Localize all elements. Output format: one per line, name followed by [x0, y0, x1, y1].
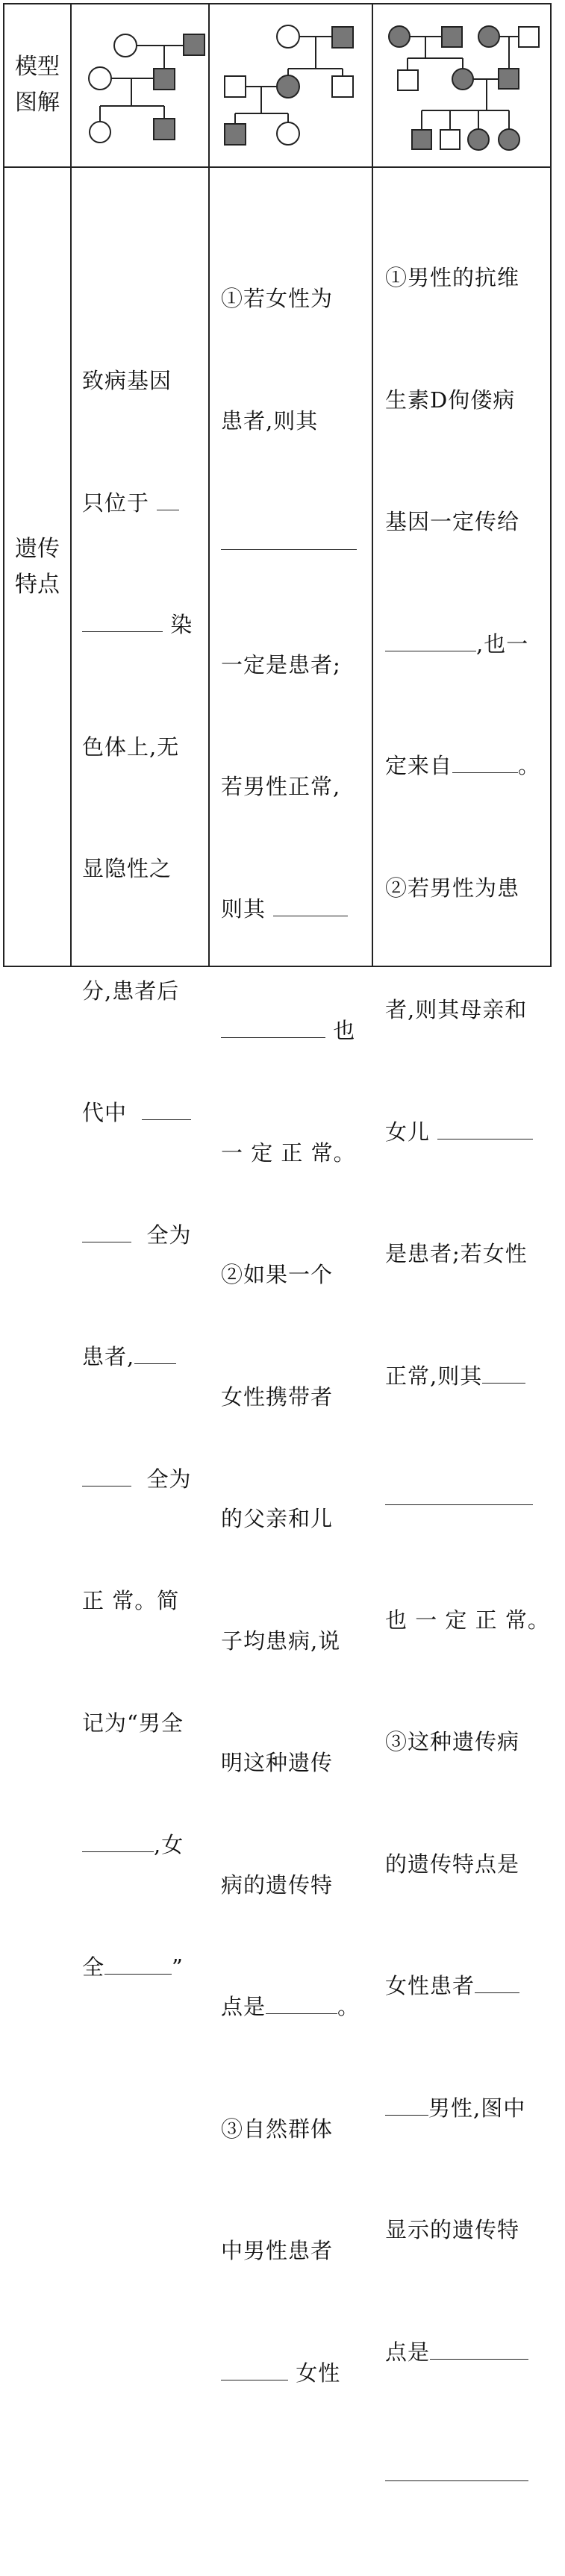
fill-in-blank[interactable]: [142, 1097, 191, 1120]
text-line: [221, 889, 367, 930]
table-border-left: [3, 3, 4, 967]
col3-trait-text: [385, 176, 548, 2576]
text-segment: 全: [82, 1954, 105, 1980]
fill-in-blank[interactable]: [82, 1829, 154, 1852]
female-affected-symbol: [389, 26, 410, 47]
text-line: [385, 1478, 548, 1519]
text-line: 显隐性之: [82, 856, 172, 881]
male-unaffected-symbol: [398, 70, 418, 90]
text-line: [82, 1337, 205, 1378]
fill-in-blank[interactable]: [452, 750, 518, 773]
col1-trait-text: [82, 279, 205, 2069]
male-unaffected-symbol: [519, 27, 539, 47]
fill-in-blank[interactable]: [82, 1463, 131, 1486]
text-line: 一定是患者;: [221, 651, 341, 678]
fill-in-blank[interactable]: [82, 1219, 131, 1242]
text-segment: 全为: [146, 1466, 192, 1492]
text-line: [385, 745, 548, 787]
text-line: 基因一定传给: [385, 509, 520, 534]
text-line: [221, 2353, 367, 2394]
text-line: 记为“男全: [82, 1710, 184, 1736]
row-label-model-line1: 模型: [15, 54, 60, 80]
row-label-model-line2: 图解: [15, 90, 60, 116]
text-line: [385, 2332, 548, 2373]
text-line: [82, 1459, 205, 1500]
fill-in-blank[interactable]: [221, 527, 357, 550]
male-affected-symbol: [332, 27, 353, 48]
text-line: ③自然群体: [221, 2116, 334, 2142]
female-affected-symbol: [277, 75, 299, 98]
text-line: 女性携带者: [221, 1384, 334, 1410]
text-segment: ”: [172, 1954, 184, 1980]
male-affected-symbol: [225, 124, 246, 145]
female-unaffected-symbol: [114, 34, 137, 57]
text-line: 生素D佝偻病: [385, 387, 516, 413]
text-line: 正 常。简: [82, 1588, 180, 1613]
col2-trait-text: [221, 197, 367, 2475]
text-line: [82, 604, 205, 645]
text-line: 致病基因: [82, 368, 172, 393]
text-line: [385, 2088, 548, 2129]
text-line: 的遗传特点是: [385, 1851, 520, 1877]
text-segment: 染: [170, 612, 193, 637]
text-line: 患者,则其: [221, 407, 319, 434]
fill-in-blank[interactable]: [221, 1015, 325, 1038]
female-affected-symbol: [499, 129, 519, 150]
text-segment: 女儿: [385, 1119, 431, 1145]
male-affected-symbol: [442, 27, 462, 47]
text-line: [82, 1215, 205, 1256]
text-line: ①若女性为: [221, 286, 334, 311]
text-segment: 。: [518, 753, 541, 778]
text-segment: 则其: [221, 895, 266, 922]
text-line: [385, 1966, 548, 2007]
pedigree-diagram-x-dominant: [210, 4, 372, 166]
fill-in-blank[interactable]: [385, 1482, 533, 1505]
pedigree-diagram-x-dominant-complex: [373, 4, 550, 166]
text-line: [82, 1825, 205, 1866]
text-line: 若男性正常,: [221, 774, 341, 799]
text-line: [385, 1112, 548, 1153]
fill-in-blank[interactable]: [82, 609, 163, 632]
text-line: 子均患病,说: [221, 1628, 341, 1654]
text-line: ②若男性为患: [385, 875, 520, 901]
female-unaffected-symbol: [277, 25, 299, 48]
male-affected-symbol: [154, 69, 175, 90]
text-segment: 只位于: [82, 490, 150, 516]
fill-in-blank[interactable]: [385, 628, 476, 651]
fill-in-blank[interactable]: [104, 1951, 172, 1975]
text-line: 中男性患者: [221, 2238, 334, 2263]
text-segment: 女性患者: [385, 1973, 475, 1998]
female-unaffected-symbol: [89, 67, 111, 90]
female-unaffected-symbol: [277, 122, 299, 145]
fill-in-blank[interactable]: [273, 893, 348, 916]
fill-in-blank[interactable]: [157, 487, 179, 510]
male-affected-symbol: [412, 130, 431, 149]
text-line: [385, 2454, 548, 2495]
text-segment: 点是: [385, 2339, 431, 2365]
row-label-traits-line1: 遗传: [15, 536, 60, 562]
row-divider: [3, 166, 551, 168]
text-segment: 点是: [221, 1994, 266, 2019]
text-segment: 定来自: [385, 753, 453, 778]
fill-in-blank[interactable]: [221, 2357, 288, 2380]
fill-in-blank[interactable]: [437, 1116, 533, 1139]
text-line: [221, 1010, 367, 1051]
male-unaffected-symbol: [440, 130, 460, 149]
fill-in-blank[interactable]: [430, 2336, 528, 2360]
text-segment: 也: [333, 1018, 356, 1043]
fill-in-blank[interactable]: [482, 1360, 525, 1384]
fill-in-blank[interactable]: [475, 1970, 519, 1993]
text-line: 也 一 定 正 常。: [385, 1607, 550, 1633]
text-line: 分,患者后: [82, 978, 180, 1004]
text-segment: 全为: [146, 1222, 192, 1248]
text-line: 显示的遗传特: [385, 2217, 520, 2242]
text-segment: 代中: [82, 1100, 128, 1125]
row-label-model: [4, 49, 70, 121]
text-segment: 男性,图中: [428, 2095, 526, 2121]
text-line: [221, 1986, 367, 2028]
text-line: 色体上,无: [82, 734, 180, 760]
text-line: 病的遗传特: [221, 1872, 334, 1898]
text-line: [385, 1356, 548, 1397]
text-segment: 女性: [296, 2360, 341, 2386]
text-segment: ,也一: [476, 631, 529, 657]
text-line: [82, 1947, 205, 1988]
text-line: ③这种遗传病: [385, 1729, 520, 1754]
male-affected-symbol: [184, 34, 205, 55]
male-affected-symbol: [499, 69, 519, 89]
female-affected-symbol: [468, 129, 489, 150]
text-line: 的父亲和儿: [221, 1506, 334, 1531]
text-line: [221, 522, 367, 563]
text-line: 一 定 正 常。: [221, 1139, 356, 1166]
text-line: [82, 1092, 205, 1134]
text-segment: 正常,则其: [385, 1363, 483, 1389]
row-label-traits: [4, 531, 70, 603]
text-line: 明这种遗传: [221, 1750, 334, 1775]
pedigree-diagram-y-linked: [72, 4, 208, 166]
text-line: 是患者;若女性: [385, 1241, 528, 1266]
fill-in-blank[interactable]: [385, 2458, 528, 2481]
female-unaffected-symbol: [90, 122, 110, 143]
text-line: 者,则其母亲和: [385, 997, 528, 1022]
table-border-right: [550, 3, 552, 967]
text-line: ②如果一个: [221, 1262, 334, 1287]
male-affected-symbol: [154, 119, 175, 140]
fill-in-blank[interactable]: [266, 1991, 337, 2014]
fill-in-blank[interactable]: [385, 2092, 428, 2116]
text-line: ①男性的抗维: [385, 265, 520, 290]
row-label-traits-line2: 特点: [15, 572, 60, 598]
text-line: [82, 483, 205, 524]
text-segment: 患者,: [82, 1344, 135, 1369]
text-segment: 。: [337, 1994, 360, 2019]
male-unaffected-symbol: [332, 76, 353, 97]
text-line: [385, 624, 548, 665]
female-affected-symbol: [452, 69, 473, 90]
female-affected-symbol: [478, 26, 499, 47]
fill-in-blank[interactable]: [134, 1341, 176, 1364]
male-unaffected-symbol: [225, 76, 246, 97]
text-segment: ,女: [154, 1832, 184, 1857]
